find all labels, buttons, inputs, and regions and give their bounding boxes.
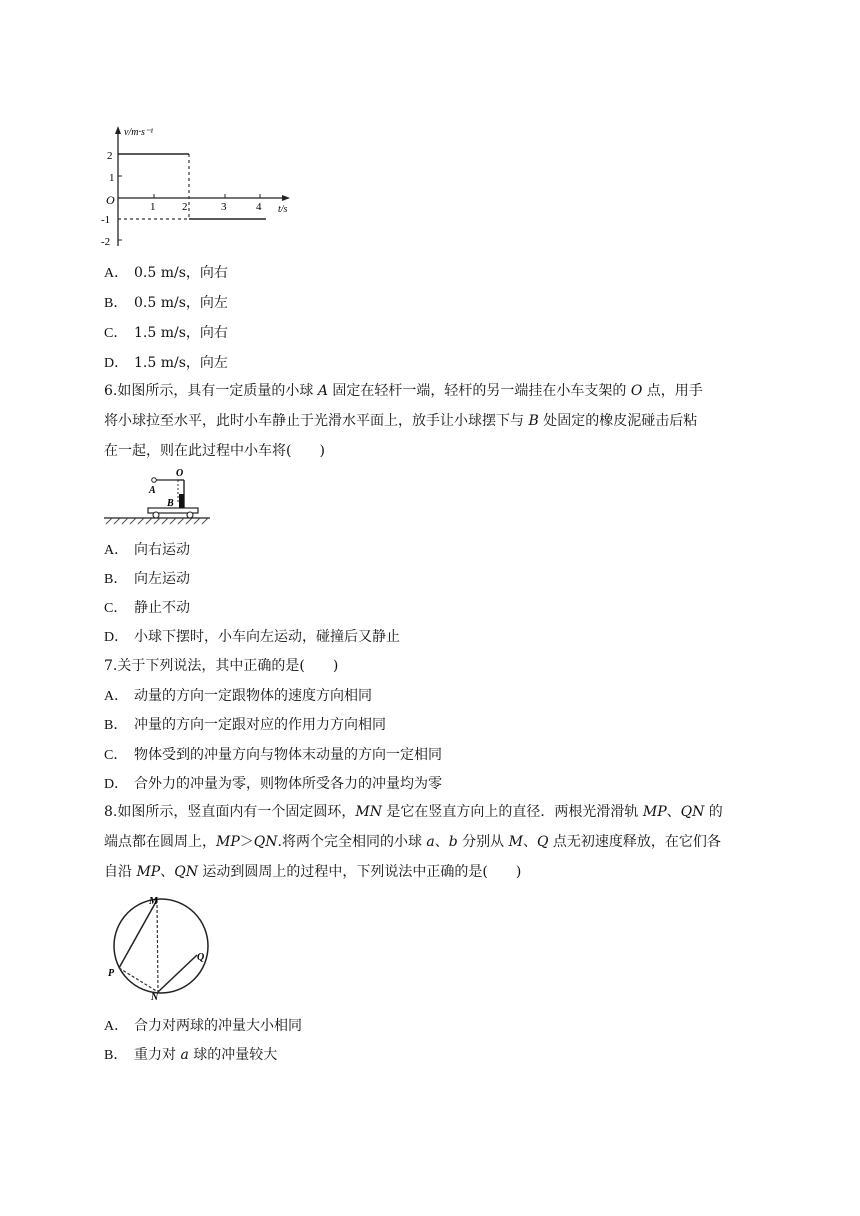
option-letter: A． <box>104 266 129 281</box>
q7-stem: 7.关于下列说法，其中正确的是( ) <box>104 658 339 674</box>
option-letter: D． <box>104 630 129 645</box>
origin-label: O <box>106 193 115 207</box>
point-b-label: B <box>167 498 174 509</box>
option-text: 向右运动 <box>134 542 190 558</box>
y-tick-label: -2 <box>101 236 111 248</box>
q6-option-a[interactable] <box>104 539 190 559</box>
point-a-label: A <box>149 485 156 496</box>
x-axis-arrow <box>282 195 290 201</box>
option-letter: A． <box>104 1019 129 1034</box>
x-tick-label: 3 <box>221 201 227 213</box>
q6-stem <box>104 376 760 466</box>
q8-stem <box>104 797 760 887</box>
point-o-label: O <box>176 468 184 479</box>
q6-option-d[interactable] <box>104 626 400 646</box>
y-tick-label: 1 <box>109 172 115 184</box>
track-mp <box>119 900 157 968</box>
y-tick-label: -1 <box>101 214 111 226</box>
q8-stem-line: 8.如图所示，竖直面内有一个固定圆环，MN 是它在竖直方向上的直径．两根光滑滑轨 MP、QN 的 <box>104 804 723 820</box>
q5-option-a[interactable] <box>104 262 228 282</box>
y-axis-label: v/m·s⁻¹ <box>124 127 154 138</box>
option-text: 合力对两球的冲量大小相同 <box>134 1018 302 1034</box>
option-text: 冲量的方向一定跟对应的作用力方向相同 <box>134 717 386 733</box>
option-letter: D． <box>104 777 129 792</box>
q8-stem-line: 自沿 MP、QN 运动到圆周上的过程中，下列说法中正确的是( ) <box>104 864 522 880</box>
option-letter: B． <box>104 296 128 311</box>
q6-option-c[interactable] <box>104 597 190 617</box>
ring <box>114 899 208 993</box>
option-text: 0.5 m/s，向左 <box>134 295 228 311</box>
option-letter: C． <box>104 748 128 763</box>
option-letter: C． <box>104 326 128 341</box>
x-tick-label: 1 <box>150 201 156 213</box>
cart-wheel <box>187 512 193 518</box>
option-text: 物体受到的冲量方向与物体末动量的方向一定相同 <box>134 747 442 763</box>
x-tick-label: 4 <box>256 201 262 213</box>
option-text: 1.5 m/s，向左 <box>134 355 228 371</box>
option-letter: A． <box>104 689 129 704</box>
option-text: 1.5 m/s，向右 <box>134 325 228 341</box>
y-axis-arrow <box>115 126 121 134</box>
velocity-time-graph <box>100 122 300 254</box>
option-letter: B． <box>104 718 128 733</box>
point-n-label: N <box>151 992 159 1002</box>
option-letter: B． <box>104 1048 128 1063</box>
x-tick-label: 2 <box>182 201 188 213</box>
point-p-label: P <box>108 968 115 979</box>
q6-stem-line: 6.如图所示，具有一定质量的小球 A 固定在轻杆一端，轻杆的另一端挂在小车支架的 O 点，用手 <box>104 383 703 399</box>
option-variable: a <box>180 1047 189 1063</box>
q5-option-d[interactable] <box>104 352 228 372</box>
diameter-mn <box>157 900 158 992</box>
option-letter: D． <box>104 356 129 371</box>
option-letter: B． <box>104 572 128 587</box>
option-text: 0.5 m/s，向右 <box>134 265 228 281</box>
option-text: 静止不动 <box>134 600 190 616</box>
q5-option-c[interactable] <box>104 322 228 342</box>
q8-option-b[interactable] <box>104 1044 277 1064</box>
point-q-label: Q <box>197 952 205 963</box>
option-letter: A． <box>104 543 129 558</box>
q8-stem-line: 端点都在圆周上，MP＞QN.将两个完全相同的小球 a、b 分别从 M、Q 点无初速度释放，在它们各 <box>104 834 721 850</box>
putty-block <box>179 494 184 508</box>
cart-wheel <box>153 512 159 518</box>
q6-option-b[interactable] <box>104 568 190 588</box>
circle-track-figure <box>105 890 215 1002</box>
q7-option-d[interactable] <box>104 773 442 793</box>
option-text: 合外力的冲量为零，则物体所受各力的冲量均为零 <box>134 776 442 792</box>
point-m-label: M <box>149 896 158 907</box>
option-text: 向左运动 <box>134 571 190 587</box>
x-axis-label: t/s <box>278 204 288 215</box>
ball-a <box>152 478 157 483</box>
q8-option-a[interactable] <box>104 1015 302 1035</box>
option-letter: C． <box>104 601 128 616</box>
chord-pn <box>119 968 158 992</box>
y-tick-label: 2 <box>107 150 113 162</box>
q7-option-a[interactable] <box>104 685 372 705</box>
q6-stem-line: 将小球拉至水平，此时小车静止于光滑水平面上，放手让小球摆下与 B 处固定的橡皮泥碰击后粘 <box>104 413 698 429</box>
q7-option-c[interactable] <box>104 744 442 764</box>
option-text: 小球下摆时，小车向左运动，碰撞后又静止 <box>134 629 400 645</box>
q7-option-b[interactable] <box>104 714 386 734</box>
option-text: 动量的方向一定跟物体的速度方向相同 <box>134 688 372 704</box>
q5-option-b[interactable] <box>104 292 228 312</box>
cart-pendulum-figure <box>102 468 214 530</box>
q6-stem-line: 在一起，则在此过程中小车将( ) <box>104 443 325 459</box>
option-text-pre: 重力对 <box>134 1047 181 1063</box>
track-qn <box>158 955 197 992</box>
option-text-post: 球的冲量较大 <box>188 1047 278 1063</box>
